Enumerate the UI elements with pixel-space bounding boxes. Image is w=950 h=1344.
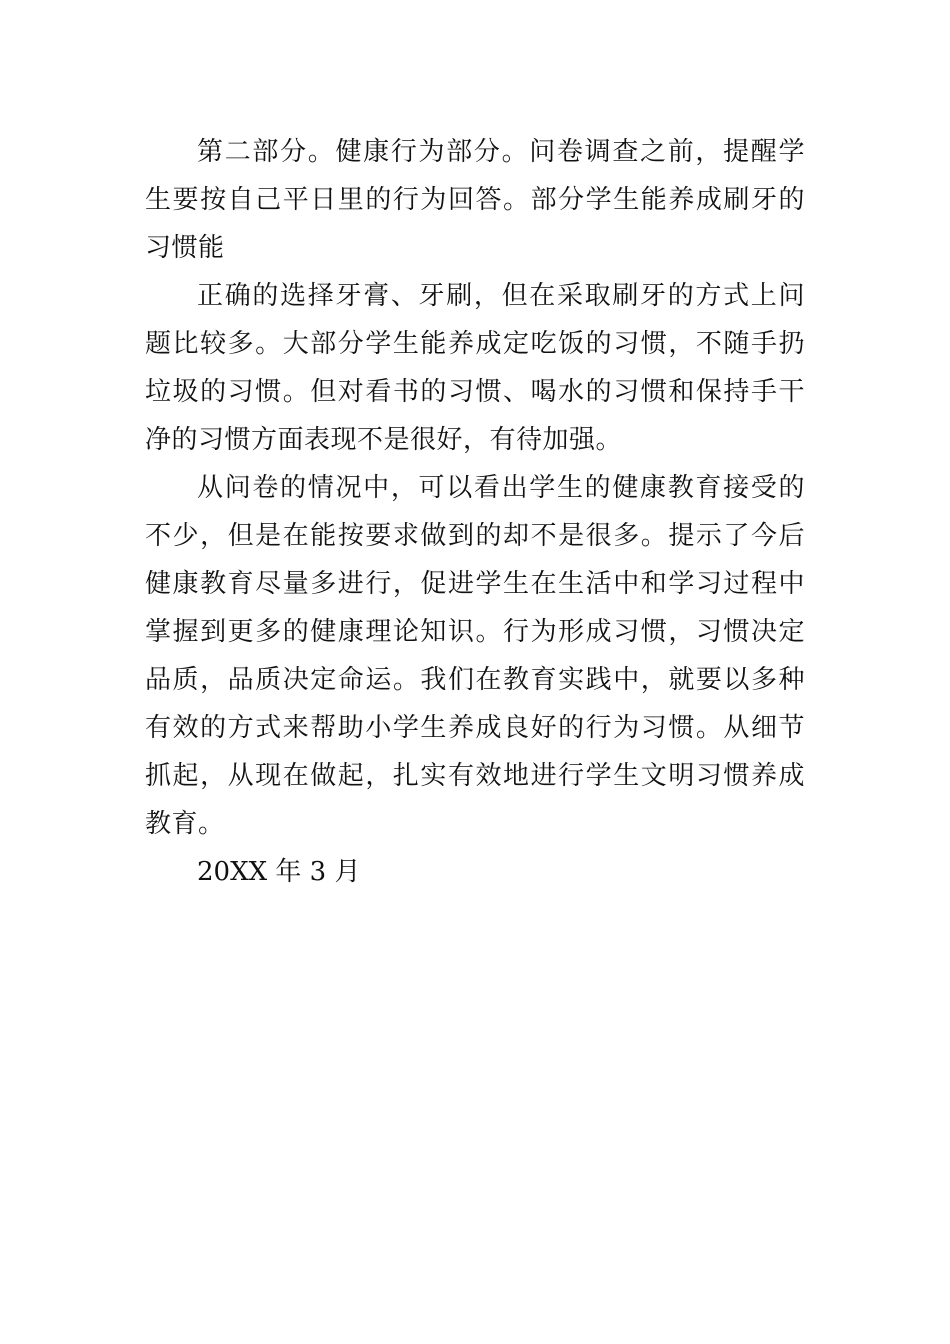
document-page xyxy=(145,128,805,896)
paragraph-brushing-habits: 正确的选择牙膏、牙刷，但在采取刷牙的方式上问题比较多。大部分学生能养成定吃饭的习惯，不随手扔垃圾的习惯。但对看书的习惯、喝水的习惯和保持手干净的习惯方面表现不是很好，有待加强。 xyxy=(145,281,805,455)
paragraph-health-behavior: 第二部分。健康行为部分。问卷调查之前，提醒学生要按自己平日里的行为回答。部分学生能养成刷牙的习惯能 xyxy=(145,137,805,263)
paragraph-survey-conclusion: 从问卷的情况中，可以看出学生的健康教育接受的不少，但是在能按要求做到的却不是很多。提示了今后健康教育尽量多进行，促进学生在生活中和学习过程中掌握到更多的健康理论知识。行为形成习惯，习惯决定品质，品质决定命运。我们在教育实践中，就要以多种有效的方式来帮助小学生养成良好的行为习惯。从细节抓起，从现在做起，扎实有效地进行学生文明习惯养成教育。 xyxy=(145,473,805,839)
document-date: 20XX 年 3 月 xyxy=(197,857,361,887)
